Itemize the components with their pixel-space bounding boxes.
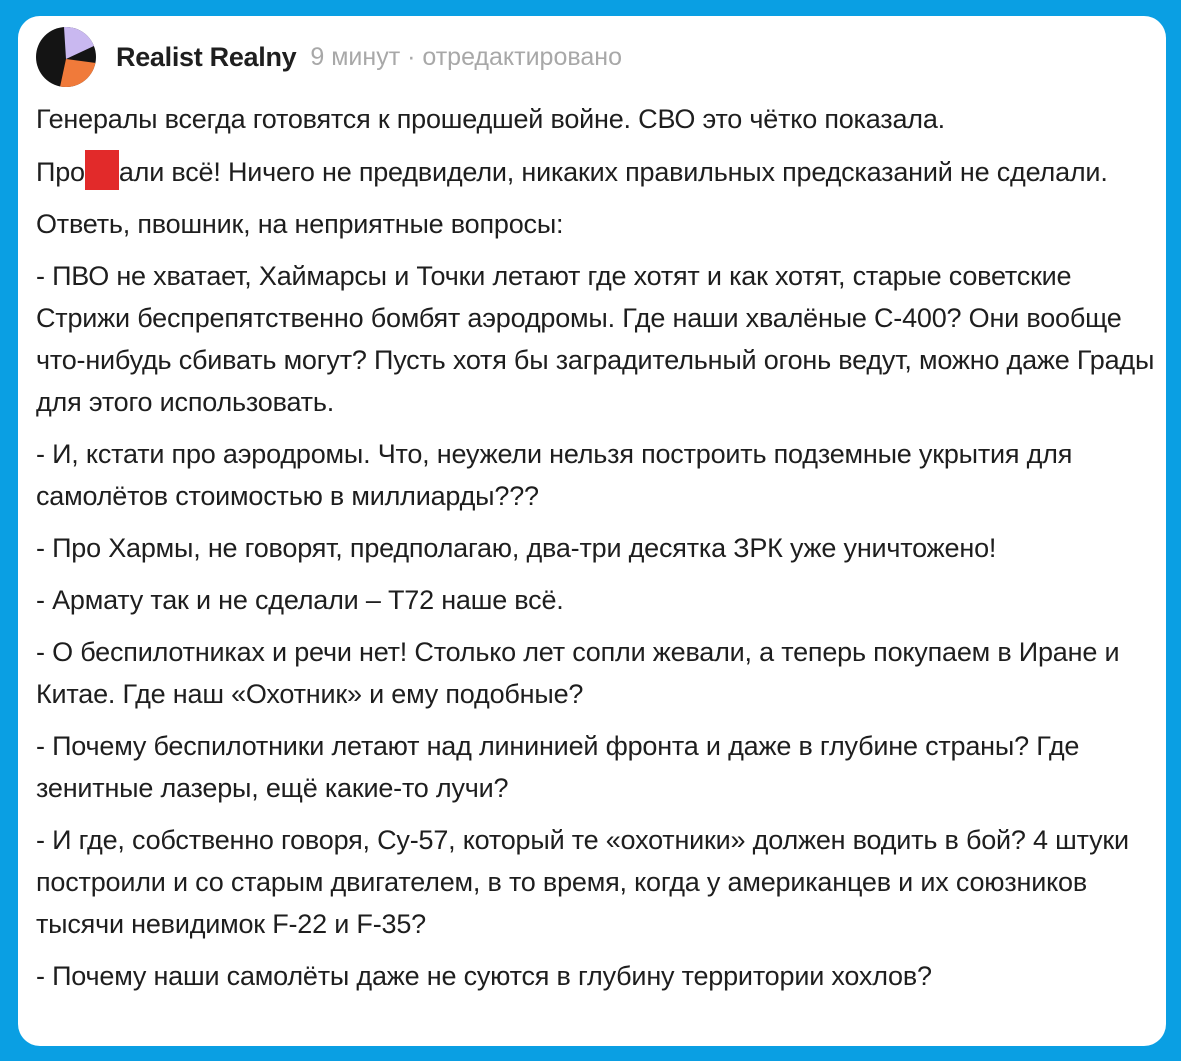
post-paragraph: - О беспилотниках и речи нет! Столько лет сопли жевали, а теперь покупаем в Иране и Китае. Где наш «Охотник» и ему подобные? xyxy=(36,637,1120,709)
paragraph-text: али всё! Ничего не предвидели, никаких правильных предсказаний не сделали. xyxy=(118,157,1108,187)
post-body xyxy=(36,98,1166,1007)
post-timestamp[interactable]: 9 минут · отредактировано xyxy=(310,42,622,71)
post-paragraph: - Почему наши самолёты даже не суются в глубину территории хохлов? xyxy=(36,961,932,991)
post-card xyxy=(18,16,1166,1046)
censor-bar xyxy=(85,150,119,190)
post-paragraph xyxy=(36,150,1166,193)
author-name[interactable]: Realist Realny xyxy=(116,41,297,72)
post-paragraph: - ПВО не хватает, Хаймарсы и Точки летают где хотят и как хотят, старые советские Стрижи беспрепятственно бомбят аэродромы. Где наши хвалёные С-400? Они вообще что-нибудь сбивать могут? Пусть хотя бы заградительный огонь ведут, можно даже Грады для этого использовать. xyxy=(36,261,1155,417)
post-paragraph: - И, кстати про аэродромы. Что, неужели нельзя построить подземные укрытия для самолётов стоимостью в миллиарды??? xyxy=(36,439,1073,511)
post-paragraph: - Армату так и не сделали – Т72 наше всё. xyxy=(36,585,564,615)
post-paragraph: - И где, собственно говоря, Су-57, который те «охотники» должен водить в бой? 4 штуки построили и со старым двигателем, в то время, когда у американцев и их союзников тысячи невидимок F-22 и F-35? xyxy=(36,825,1129,939)
avatar[interactable] xyxy=(36,27,96,87)
post-paragraph: Ответь, пвошник, на неприятные вопросы: xyxy=(36,209,564,239)
post-paragraph: - Про Хармы, не говорят, предполагаю, два-три десятка ЗРК уже уничтожено! xyxy=(36,533,997,563)
post-header xyxy=(36,24,622,90)
post-paragraph: - Почему беспилотники летают над лининией фронта и даже в глубине страны? Где зенитные лазеры, ещё какие-то лучи? xyxy=(36,731,1080,803)
post-paragraph: Генералы всегда готовятся к прошедшей войне. СВО это чётко показала. xyxy=(36,104,945,134)
paragraph-text: Про xyxy=(36,157,85,187)
